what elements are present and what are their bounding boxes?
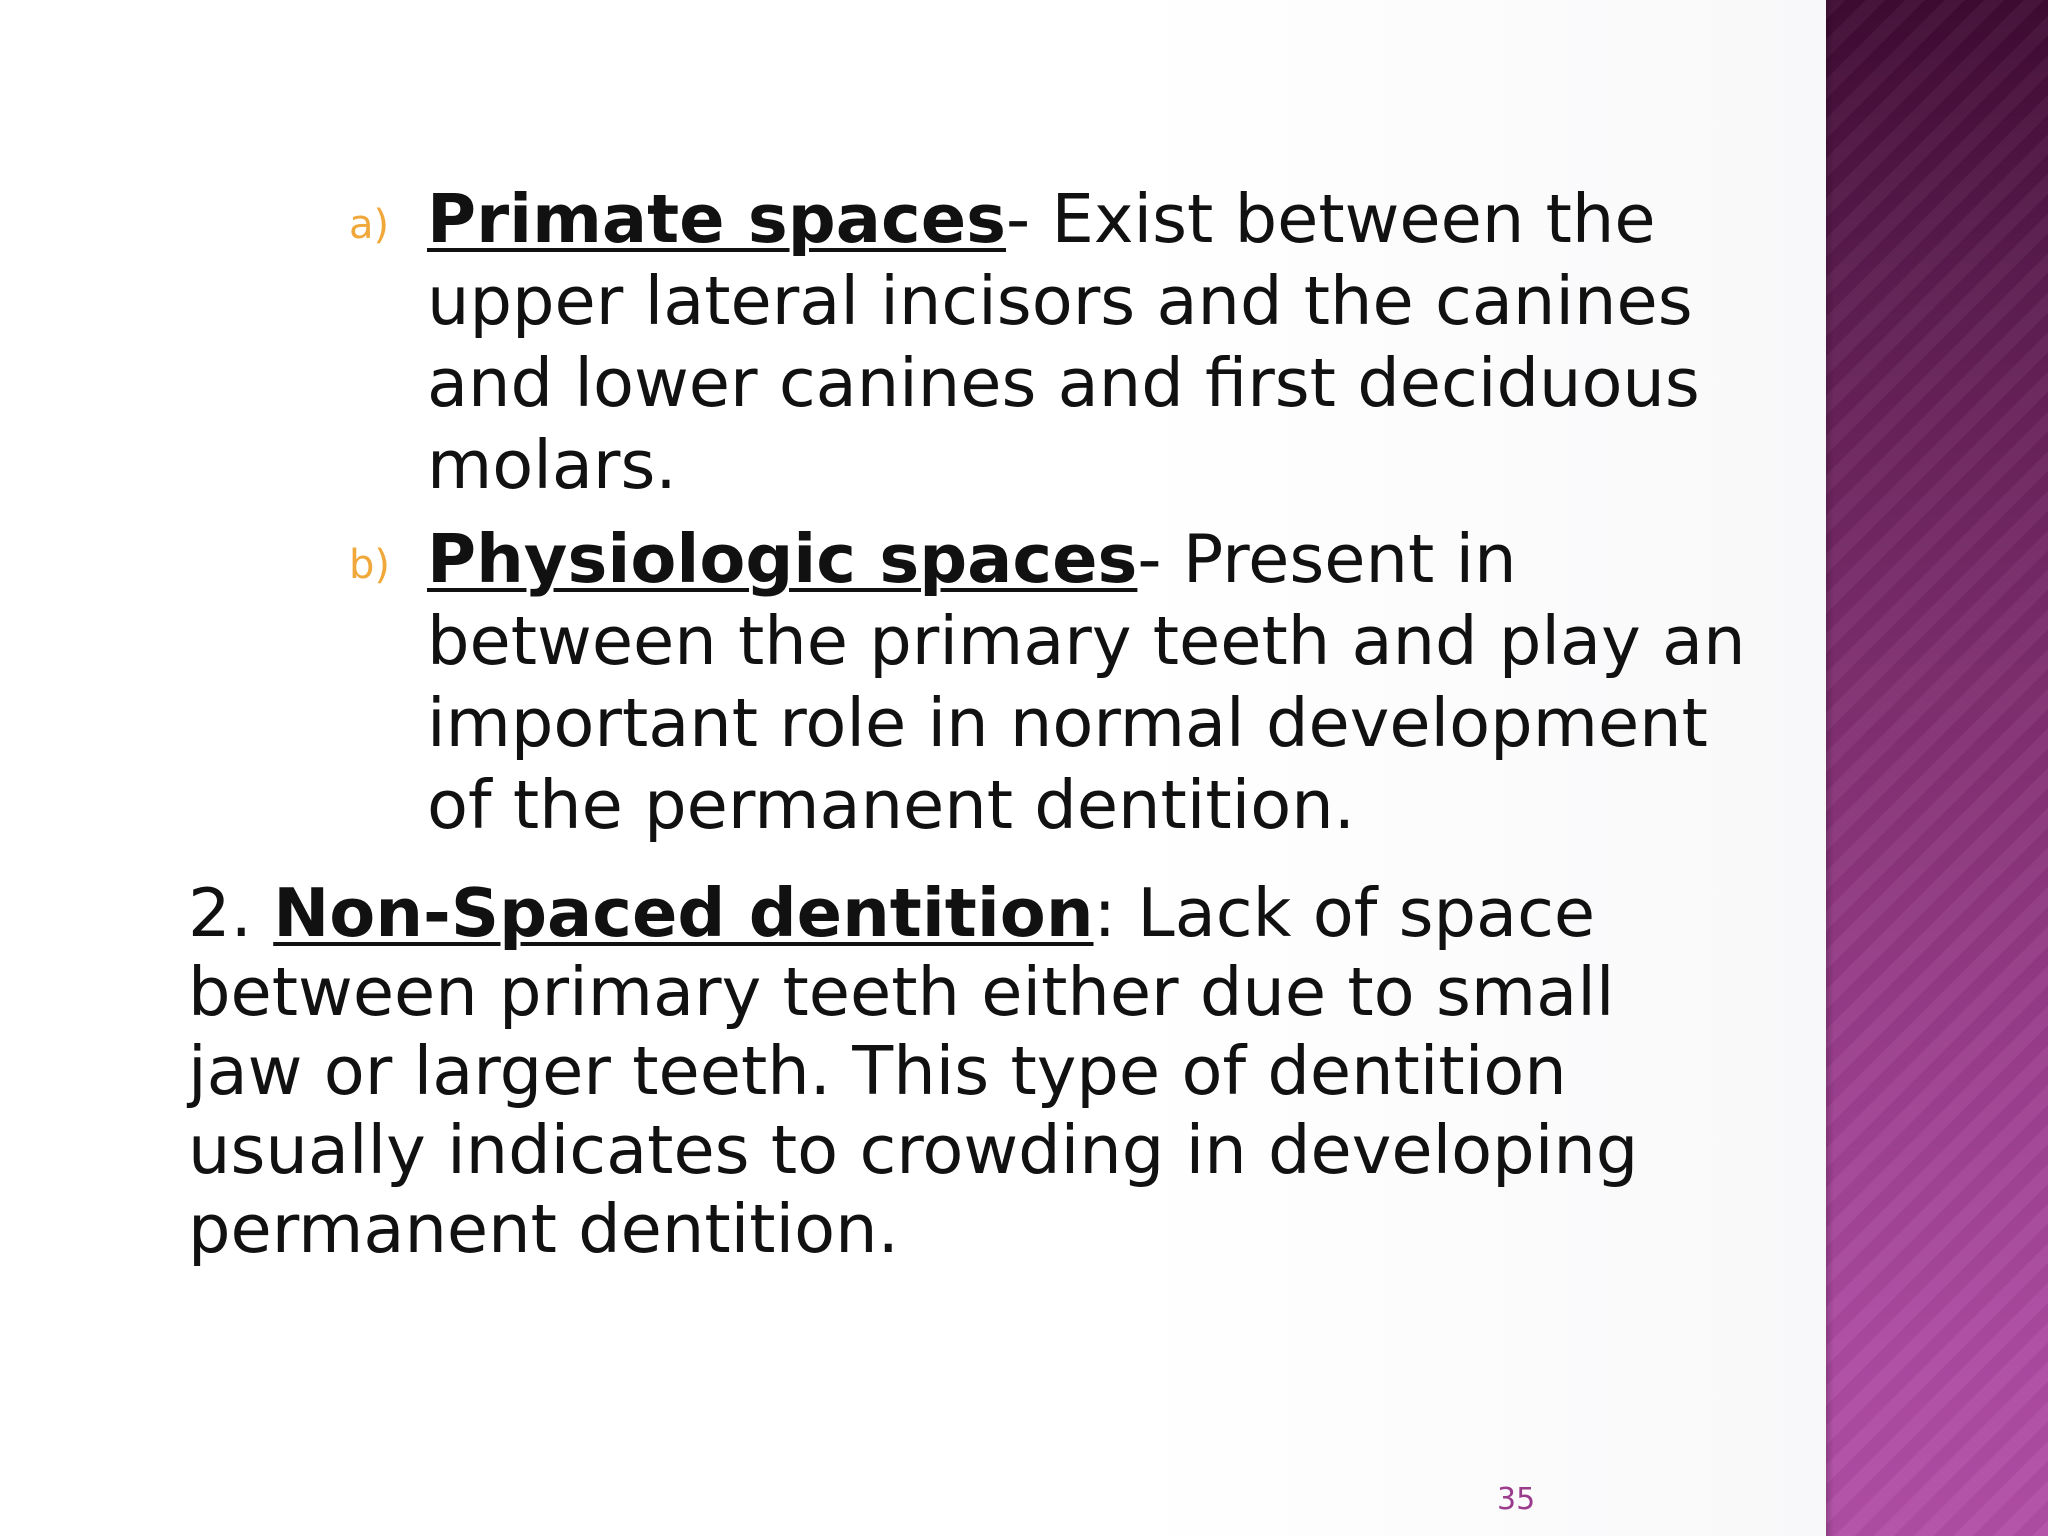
page-number: 35 bbox=[1497, 1482, 1536, 1517]
term-non-spaced-dentition: Non-Spaced dentition bbox=[273, 874, 1094, 952]
definition-text: : Lack of space between primary teeth either due to small jaw or larger teeth. This type of dentition usually indicates to crowding in developing permanent dentition. bbox=[188, 874, 1639, 1268]
decorative-side-band bbox=[1826, 0, 2048, 1536]
list-marker: b) bbox=[349, 542, 390, 588]
term-physiologic-spaces: Physiologic spaces bbox=[427, 520, 1138, 598]
list-item-physiologic-spaces bbox=[345, 518, 1765, 846]
definition-text: - Present in between the primary teeth and play an important role in normal development of the permanent dentition. bbox=[427, 520, 1746, 844]
point-number: 2. bbox=[188, 874, 274, 952]
sub-point-list bbox=[345, 178, 1765, 858]
definition-text: - Exist between the upper lateral incisors and the canines and lower canines and first deciduous molars. bbox=[427, 180, 1700, 504]
list-marker: a) bbox=[349, 202, 390, 248]
non-spaced-dentition-paragraph bbox=[188, 874, 1748, 1269]
list-item-primate-spaces bbox=[345, 178, 1765, 506]
term-primate-spaces: Primate spaces bbox=[427, 180, 1007, 258]
